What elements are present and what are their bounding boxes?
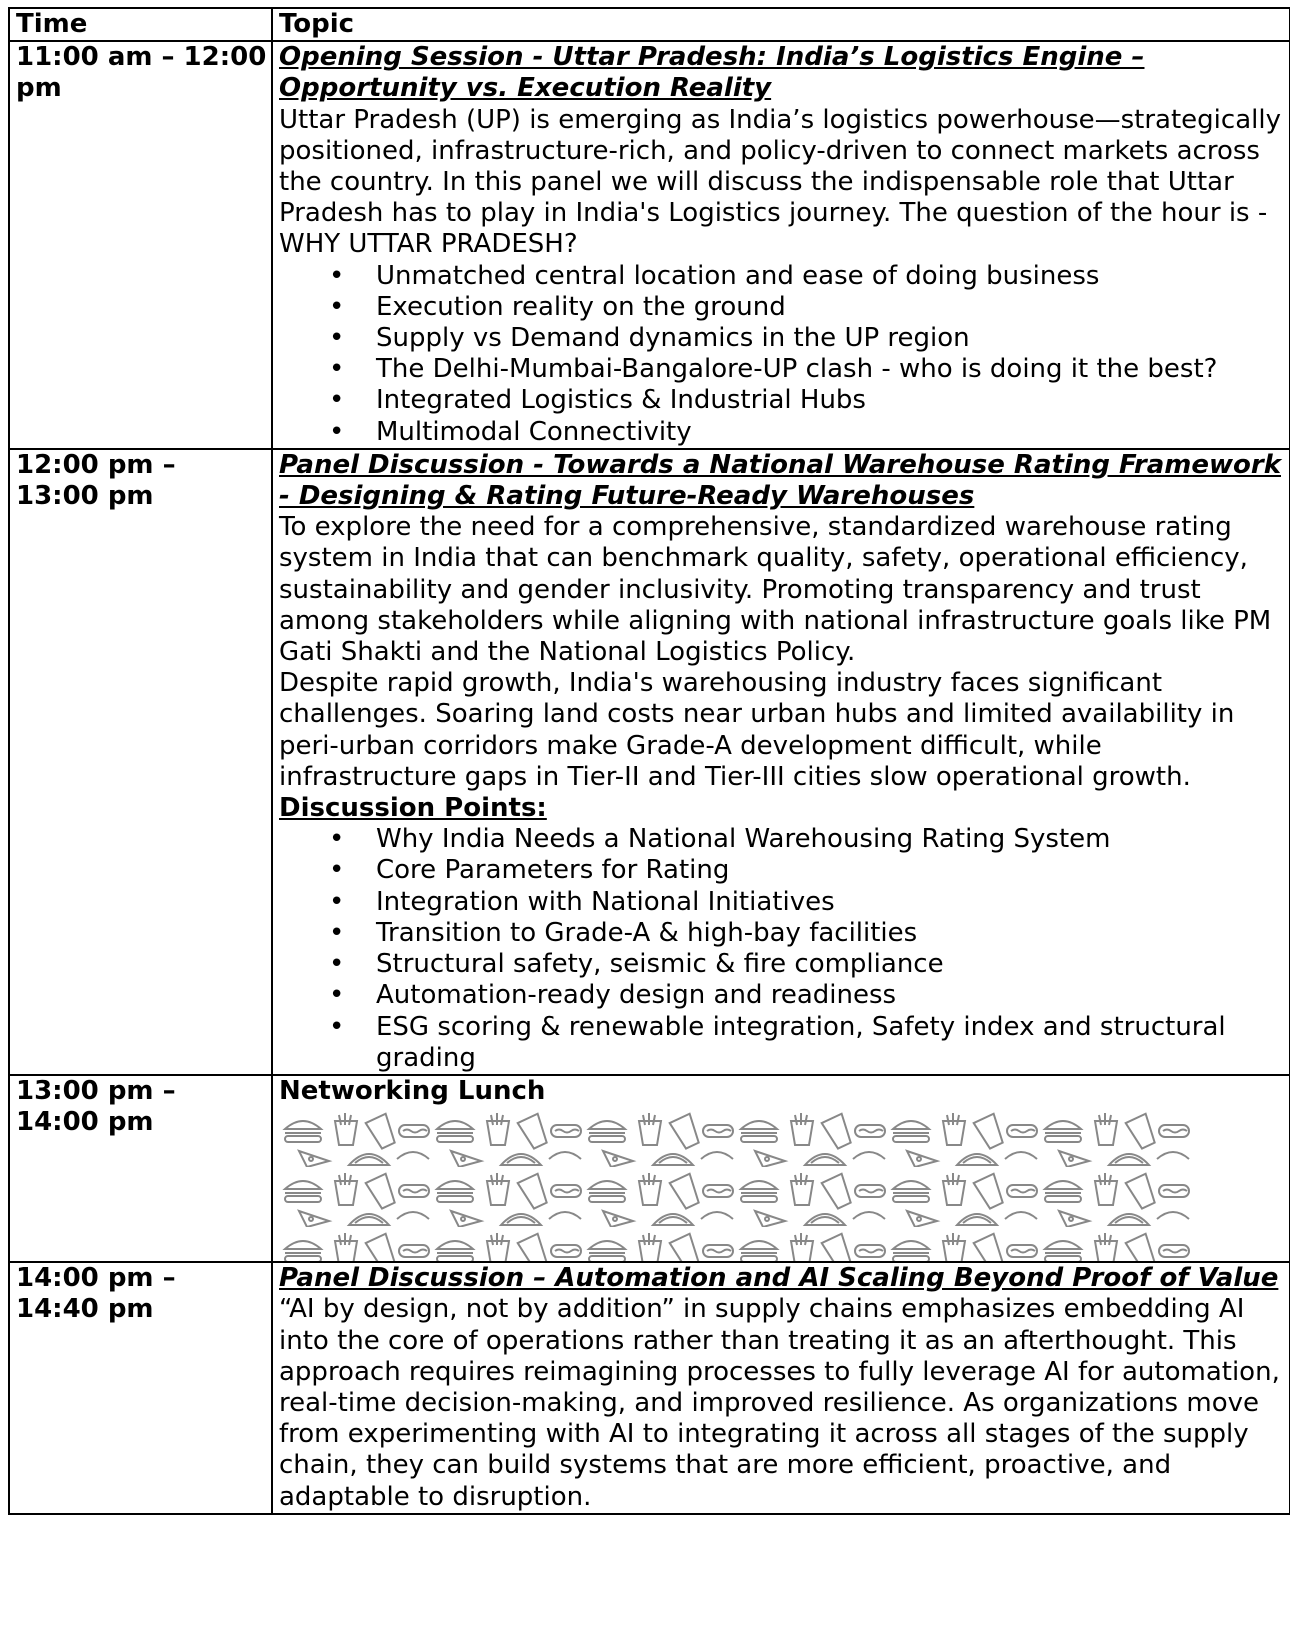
food-pattern-illustration-icon (279, 1107, 1193, 1261)
list-item: • ESG scoring & renewable integration, Safety index and structural grading (376, 1012, 1285, 1074)
table-header-row (9, 8, 1290, 41)
table-row (9, 41, 1290, 449)
session-description: Uttar Pradesh (UP) is emerging as India’s logistics powerhouse—strategically positioned, infrastructure-rich, and policy-driven to connect markets across the country. In this panel we will discuss the indispensable role that Uttar Pradesh has to play in India's Logistics journey. The question of the hour is - WHY UTTAR PRADESH? (279, 104, 1281, 260)
list-item: • Execution reality on the ground (376, 292, 1285, 323)
list-item: • Automation-ready design and readiness (376, 980, 1285, 1011)
session-topic (272, 41, 1290, 449)
list-item: • Core Parameters for Rating (376, 855, 1285, 886)
list-item: • Transition to Grade-A & high-bay facilities (376, 918, 1285, 949)
table-row (9, 1075, 1290, 1262)
session-title: Networking Lunch (279, 1075, 546, 1106)
time-column-header: Time (9, 8, 272, 41)
list-item: • Multimodal Connectivity (376, 417, 1285, 448)
list-item: • The Delhi-Mumbai-Bangalore-UP clash - who is doing it the best? (376, 354, 1285, 385)
list-item: • Why India Needs a National Warehousing Rating System (376, 824, 1285, 855)
session-title: Panel Discussion - Towards a National Warehouse Rating Framework - Designing & Rating Future-Ready Warehouses (279, 449, 1281, 512)
session-topic (272, 1075, 1290, 1262)
session-description: To explore the need for a comprehensive, standardized warehouse rating system in India that can benchmark quality, safety, operational efficiency, sustainability and gender inclusivity. Promoting transparency and trust among stakeholders while aligning with national infrastructure goals like PM Gati Shakti and the National Logistics Policy. (279, 512, 1272, 668)
list-item: • Supply vs Demand dynamics in the UP region (376, 323, 1285, 354)
bullet-list (279, 824, 1285, 1074)
session-title: Opening Session - Uttar Pradesh: India’s Logistics Engine – Opportunity vs. Execution Reality (279, 42, 1145, 104)
session-time: 13:00 pm – 14:00 pm (9, 1075, 272, 1262)
topic-column-header: Topic (272, 8, 1290, 41)
session-time: 11:00 am – 12:00 pm (9, 41, 272, 449)
session-title: Panel Discussion – Automation and AI Scaling Beyond Proof of Value (279, 1263, 1279, 1294)
session-time: 12:00 pm – 13:00 pm (9, 449, 272, 1075)
discussion-points-heading: Discussion Points: (279, 793, 547, 824)
session-time: 14:00 pm – 14:40 pm (9, 1262, 272, 1514)
agenda-table (8, 7, 1290, 1515)
list-item: • Structural safety, seismic & fire compliance (376, 949, 1285, 980)
list-item: • Integration with National Initiatives (376, 887, 1285, 918)
bullet-list (279, 261, 1285, 448)
list-item: • Integrated Logistics & Industrial Hubs (376, 385, 1285, 416)
table-row (9, 1262, 1290, 1514)
table-row (9, 449, 1290, 1075)
session-description: Despite rapid growth, India's warehousing industry faces significant challenges. Soaring land costs near urban hubs and limited availability in peri-urban corridors make Grade-A development difficult, while infrastructure gaps in Tier-II and Tier-III cities slow operational growth. (279, 668, 1235, 792)
session-description: “AI by design, not by addition” in supply chains emphasizes embedding AI into the core of operations rather than treating it as an afterthought. This approach requires reimagining processes to fully leverage AI for automation, real-time decision-making, and improved resilience. As organizations move from experimenting with AI to integrating it across all stages of the supply chain, they can build systems that are more efficient, proactive, and adaptable to disruption. (279, 1294, 1280, 1512)
session-topic (272, 1262, 1290, 1514)
session-topic (272, 449, 1290, 1075)
list-item: • Unmatched central location and ease of doing business (376, 261, 1285, 292)
